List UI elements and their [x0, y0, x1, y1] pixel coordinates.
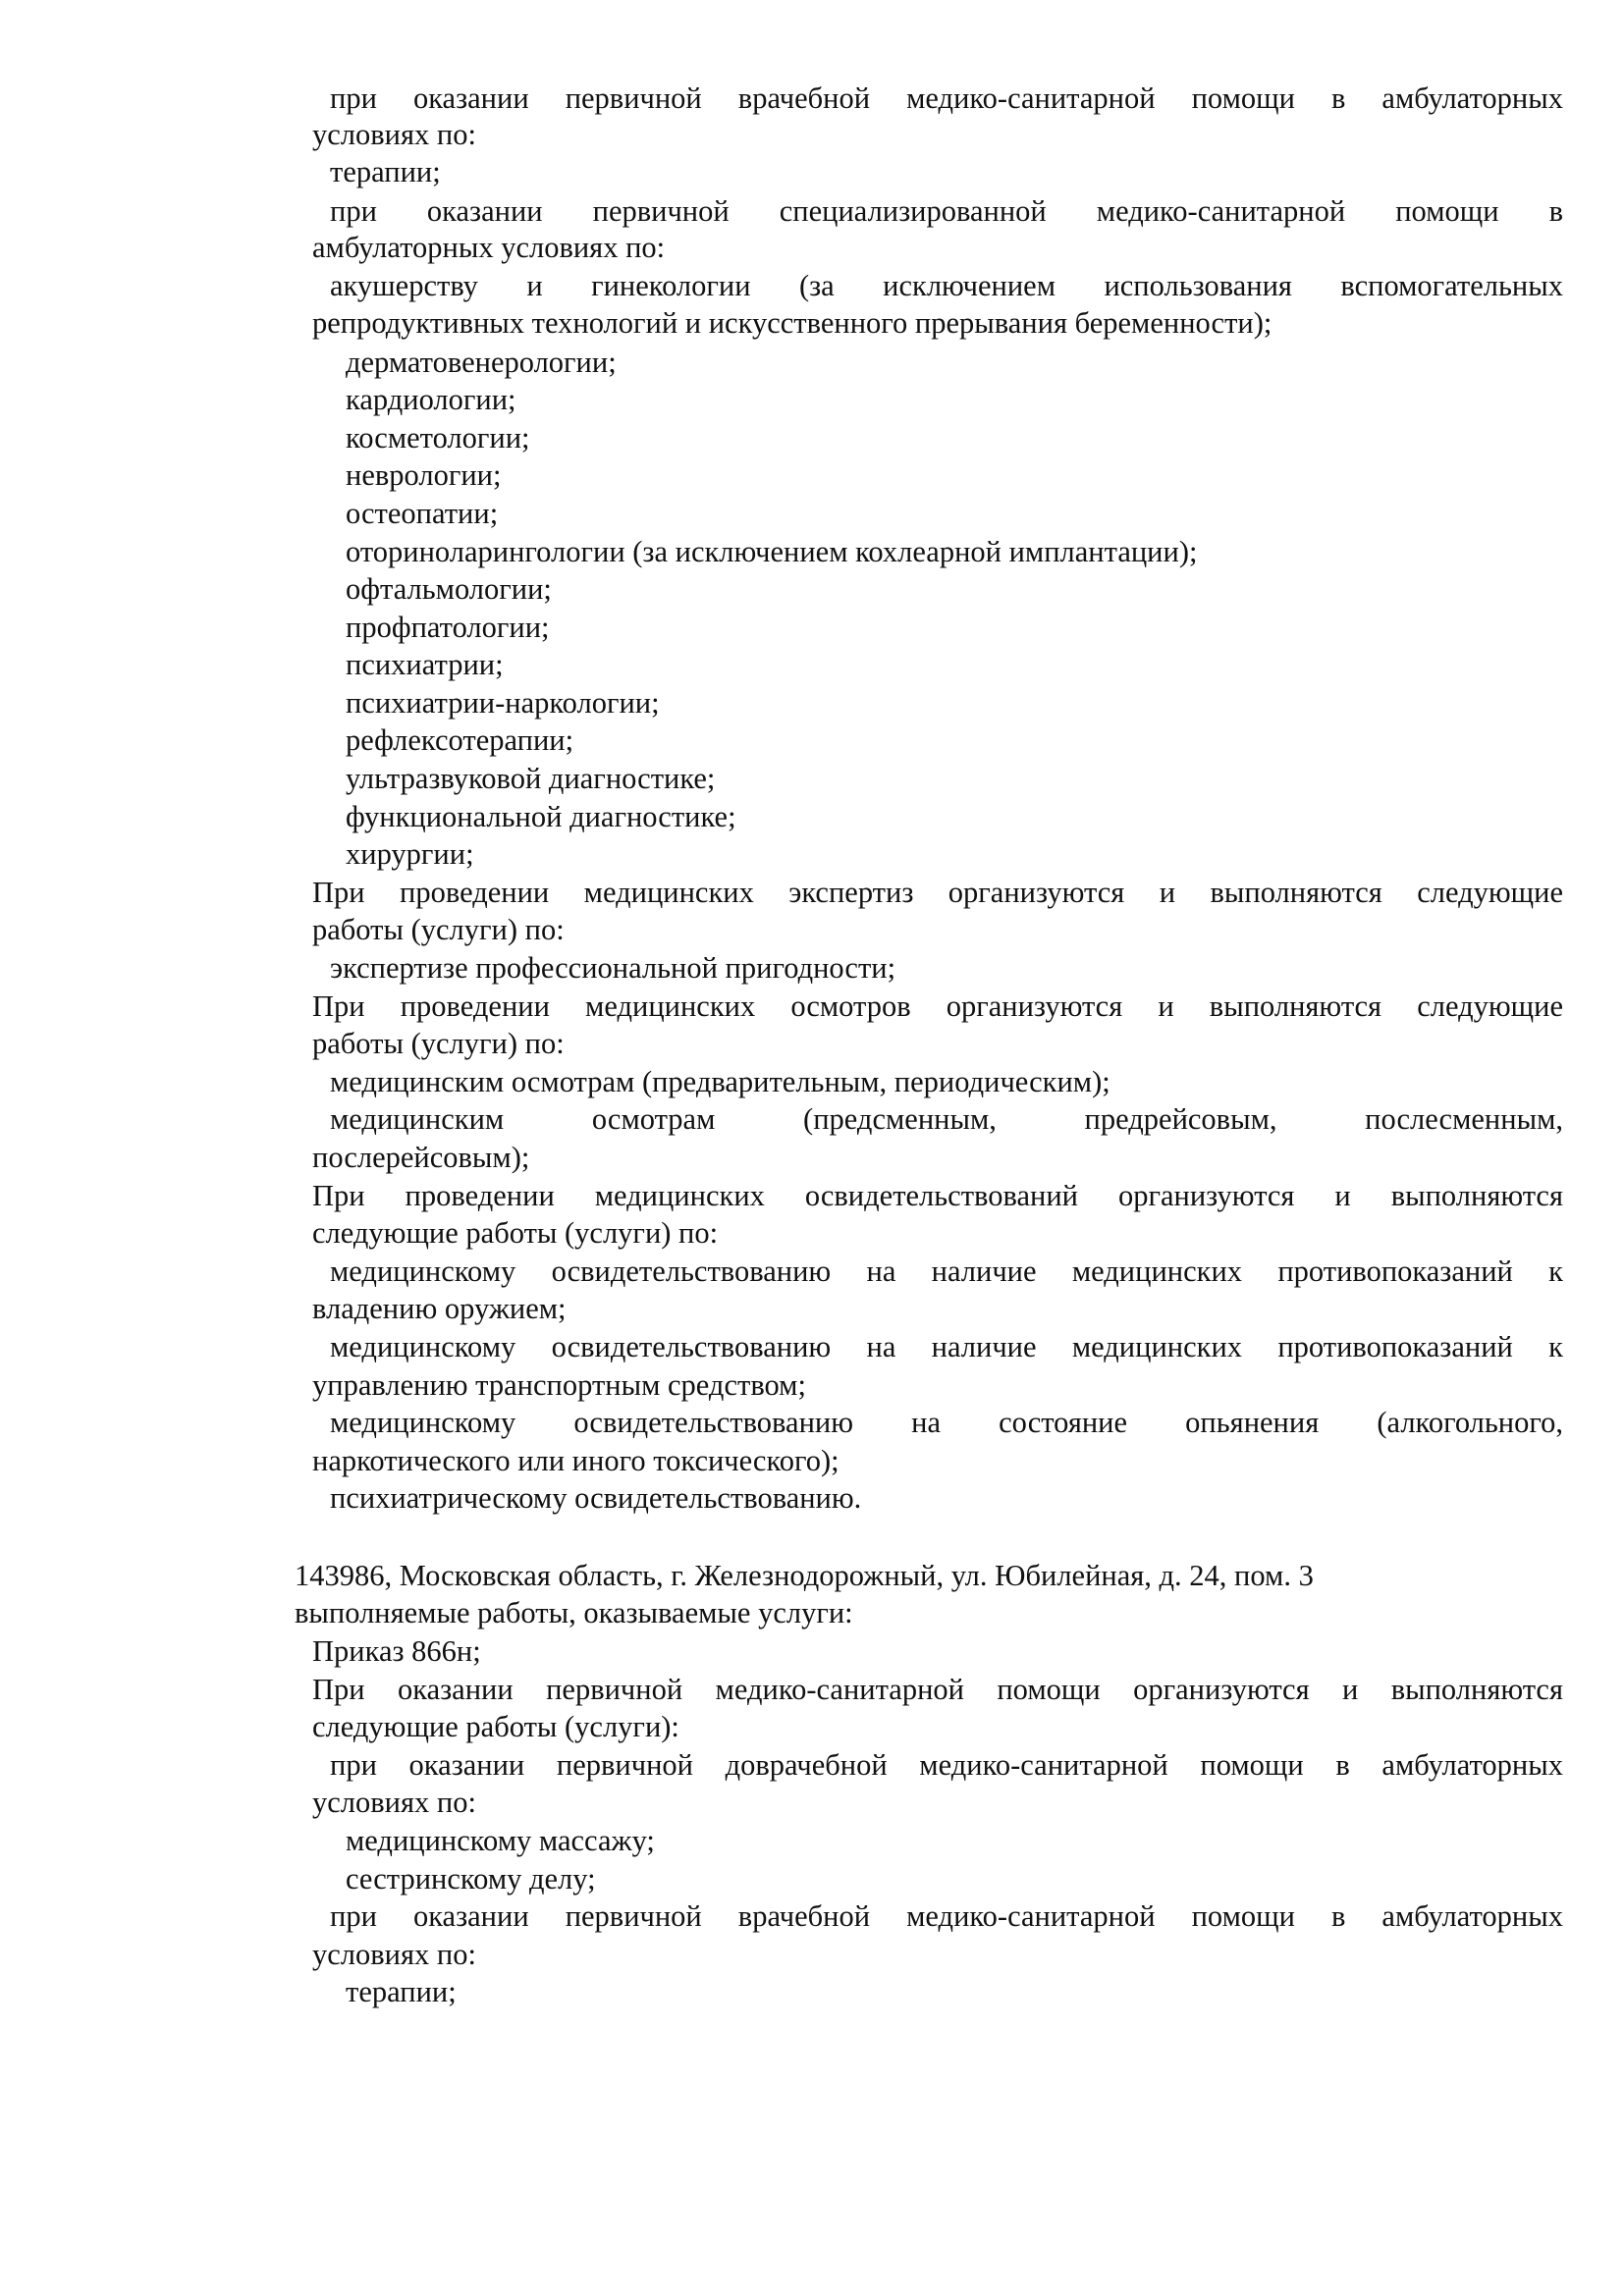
text-line: При проведении медицинских осмотров организуются и выполняются следующие	[312, 989, 1563, 1023]
text-line: рефлексотерапии;	[346, 723, 574, 757]
text-line: медицинскому массажу;	[346, 1824, 655, 1857]
address-line: 143986, Московская область, г. Железнодорожный, ул. Юбилейная, д. 24, пом. 3	[295, 1559, 1314, 1592]
text-line: остеопатии;	[346, 497, 499, 530]
text-line: При проведении медицинских экспертиз организуются и выполняются следующие	[312, 876, 1563, 909]
text-line: медицинским осмотрам (предварительным, периодическим);	[330, 1065, 1110, 1098]
text-line: управлению транспортным средством;	[312, 1368, 806, 1402]
text-line: медицинскому освидетельствованию на наличие медицинских противопоказаний к	[330, 1330, 1563, 1363]
text-line: терапии;	[330, 155, 441, 188]
text-line: оториноларингологии (за исключением кохлеарной имплантации);	[346, 535, 1198, 568]
text-line: акушерству и гинекологии (за исключением использования вспомогательных	[330, 269, 1563, 302]
text-line: послерейсовым);	[312, 1141, 530, 1174]
text-line: следующие работы (услуги) по:	[312, 1216, 719, 1250]
text-line: хирургии;	[346, 837, 474, 871]
text-line: при оказании первичной специализированной медико-санитарной помощи в	[330, 194, 1563, 228]
text-line: При оказании первичной медико-санитарной помощи организуются и выполняются	[312, 1673, 1563, 1706]
text-line: владению оружием;	[312, 1292, 567, 1325]
text-line: офтальмологии;	[346, 572, 552, 606]
text-line: неврологии;	[346, 458, 502, 492]
text-line: следующие работы (услуги):	[312, 1710, 679, 1743]
text-line: ультразвуковой диагностике;	[346, 762, 716, 795]
text-line: терапии;	[346, 1975, 457, 2008]
text-line: психиатрическому освидетельствованию.	[330, 1481, 862, 1515]
text-line: репродуктивных технологий и искусственного прерывания беременности);	[312, 306, 1272, 340]
text-line: условиях по:	[312, 1786, 476, 1819]
text-line: Приказ 866н;	[312, 1634, 481, 1668]
text-line: условиях по:	[312, 118, 476, 151]
text-line: при оказании первичной врачебной медико-санитарной помощи в амбулаторных	[330, 1899, 1563, 1933]
text-line: медицинскому освидетельствованию на наличие медицинских противопоказаний к	[330, 1255, 1563, 1288]
text-line: кардиологии;	[346, 383, 516, 416]
text-line: психиатрии-наркологии;	[346, 686, 660, 720]
text-line: экспертизе профессиональной пригодности;	[330, 951, 896, 985]
text-line: работы (услуги) по:	[312, 1027, 565, 1060]
text-line: сестринскому делу;	[346, 1862, 596, 1896]
text-line: при оказании первичной врачебной медико-санитарной помощи в амбулаторных	[330, 81, 1563, 115]
text-line: работы (услуги) по:	[312, 913, 565, 946]
text-line: наркотического или иного токсического);	[312, 1444, 839, 1477]
text-line: При проведении медицинских освидетельствований организуются и выполняются	[312, 1179, 1563, 1212]
text-line: при оказании первичной доврачебной медико-санитарной помощи в амбулаторных	[330, 1748, 1563, 1782]
text-line: амбулаторных условиях по:	[312, 231, 666, 264]
text-line: функциональной диагностике;	[346, 800, 736, 833]
text-line: профпатологии;	[346, 611, 550, 644]
text-line: медицинскому освидетельствованию на состояние опьянения (алкогольного,	[330, 1406, 1563, 1439]
text-line: дерматовенерологии;	[346, 346, 617, 379]
text-line: медицинским осмотрам (предсменным, предрейсовым, послесменным,	[330, 1102, 1563, 1136]
text-line: психиатрии;	[346, 648, 504, 681]
text-line: косметологии;	[346, 421, 530, 454]
text-line: условиях по:	[312, 1938, 476, 1971]
text-line: выполняемые работы, оказываемые услуги:	[295, 1596, 853, 1629]
